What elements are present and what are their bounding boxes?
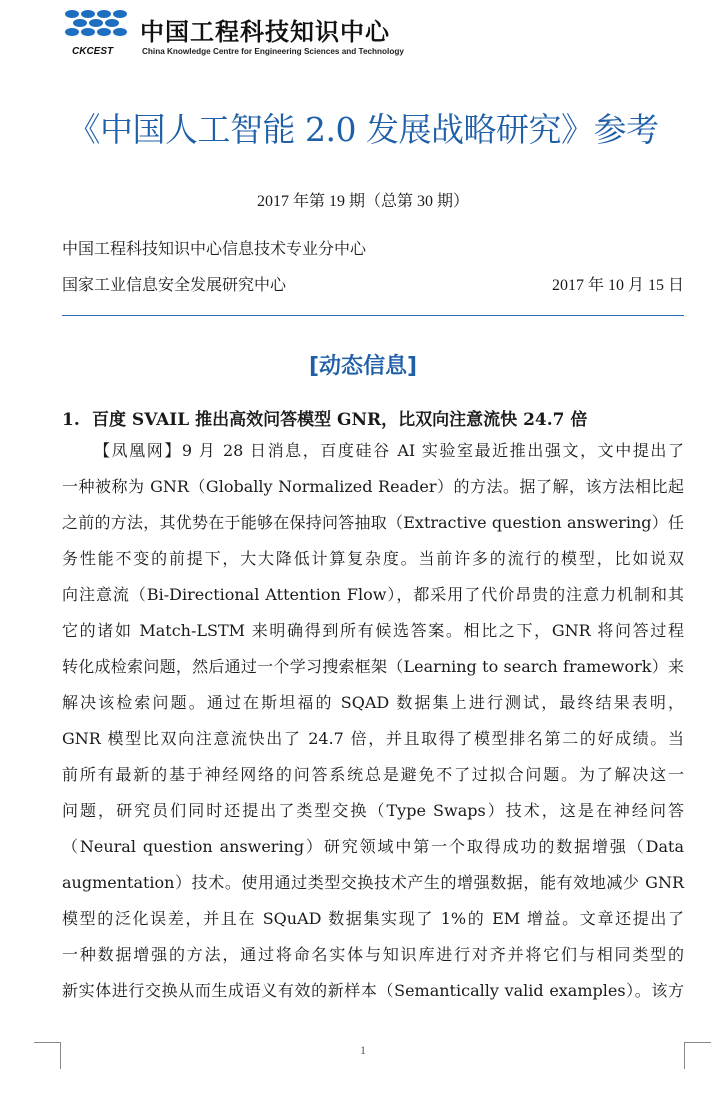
org-name-english: China Knowledge Centre for Engineering Sciences and Technology bbox=[142, 47, 404, 56]
issue-number: 2017 年第 19 期（总第 30 期） bbox=[256, 193, 469, 210]
body-line: 它的诸如 Match-LSTM 来明确得到所有候选答案。相比之下，GNR 将问答过程 bbox=[62, 621, 684, 640]
header-divider bbox=[62, 315, 684, 316]
header-logo bbox=[62, 6, 422, 58]
article-title bbox=[62, 405, 587, 430]
body-line: （Neural question answering）研究领域中第一个取得成功的数据增强（Data bbox=[62, 837, 684, 856]
body-line: 【凤凰网】9 月 28 日消息，百度硅谷 AI 实验室最近推出强文，文中提出了 bbox=[94, 441, 684, 460]
body-line: 之前的方法，其优势在于能够在保持问答抽取（Extractive question answering）任 bbox=[62, 513, 684, 532]
logo-abbreviation: CKCEST bbox=[72, 46, 114, 57]
body-line: 问题，研究员们同时还提出了类型交换（Type Swaps）技术，这是在神经问答 bbox=[62, 801, 684, 820]
body-line: 一种被称为 GNR（Globally Normalized Reader）的方法。据了解，该方法相比起 bbox=[62, 477, 684, 496]
body-line: augmentation）技术。使用通过类型交换技术产生的增强数据，能有效地减少 GNR bbox=[62, 873, 684, 892]
publisher-line-1: 中国工程科技知识中心信息技术专业分中心 bbox=[62, 239, 367, 258]
body-line: 解决该检索问题。通过在斯坦福的 SQAD 数据集上进行测试，最终结果表明， bbox=[62, 693, 684, 712]
org-name-chinese: 中国工程科技知识中心 bbox=[140, 18, 390, 46]
article-number: 1. bbox=[62, 410, 80, 430]
publish-date: 2017 年 10 月 15 日 bbox=[551, 277, 684, 294]
body-line: 前所有最新的基于神经网络的问答系统总是避免不了过拟合问题。为了解决这一 bbox=[62, 765, 684, 784]
body-line: 新实体进行交换从而生成语义有效的新样本（Semantically valid examples）。该方 bbox=[62, 981, 684, 1000]
page-number: 1 bbox=[360, 1043, 366, 1057]
body-line: 模型的泛化误差，并且在 SQuAD 数据集实现了 1%的 EM 增益。文章还提出了 bbox=[62, 909, 684, 928]
publisher-line-2: 国家工业信息安全发展研究中心 bbox=[62, 275, 287, 294]
section-heading: [动态信息] bbox=[308, 354, 418, 379]
body-line: 务性能不变的前提下，大大降低计算复杂度。当前许多的流行的模型，比如说双 bbox=[62, 549, 684, 568]
body-line: 一种数据增强的方法，通过将命名实体与知识库进行对齐并将它们与相同类型的 bbox=[62, 945, 684, 964]
document-title: 《中国人工智能 2.0 发展战略研究》参考 bbox=[67, 110, 659, 149]
body-line: 向注意流（Bi-Directional Attention Flow），都采用了代价昂贵的注意力机制和其 bbox=[62, 585, 684, 604]
body-line: GNR 模型比双向注意流快出了 24.7 倍，并且取得了模型排名第二的好成绩。当 bbox=[62, 729, 684, 748]
article-title-text: 百度 SVAIL 推出高效问答模型 GNR，比双向注意流快 24.7 倍 bbox=[92, 410, 588, 430]
body-line: 转化成检索问题，然后通过一个学习搜索框架（Learning to search framework）来 bbox=[62, 657, 684, 676]
